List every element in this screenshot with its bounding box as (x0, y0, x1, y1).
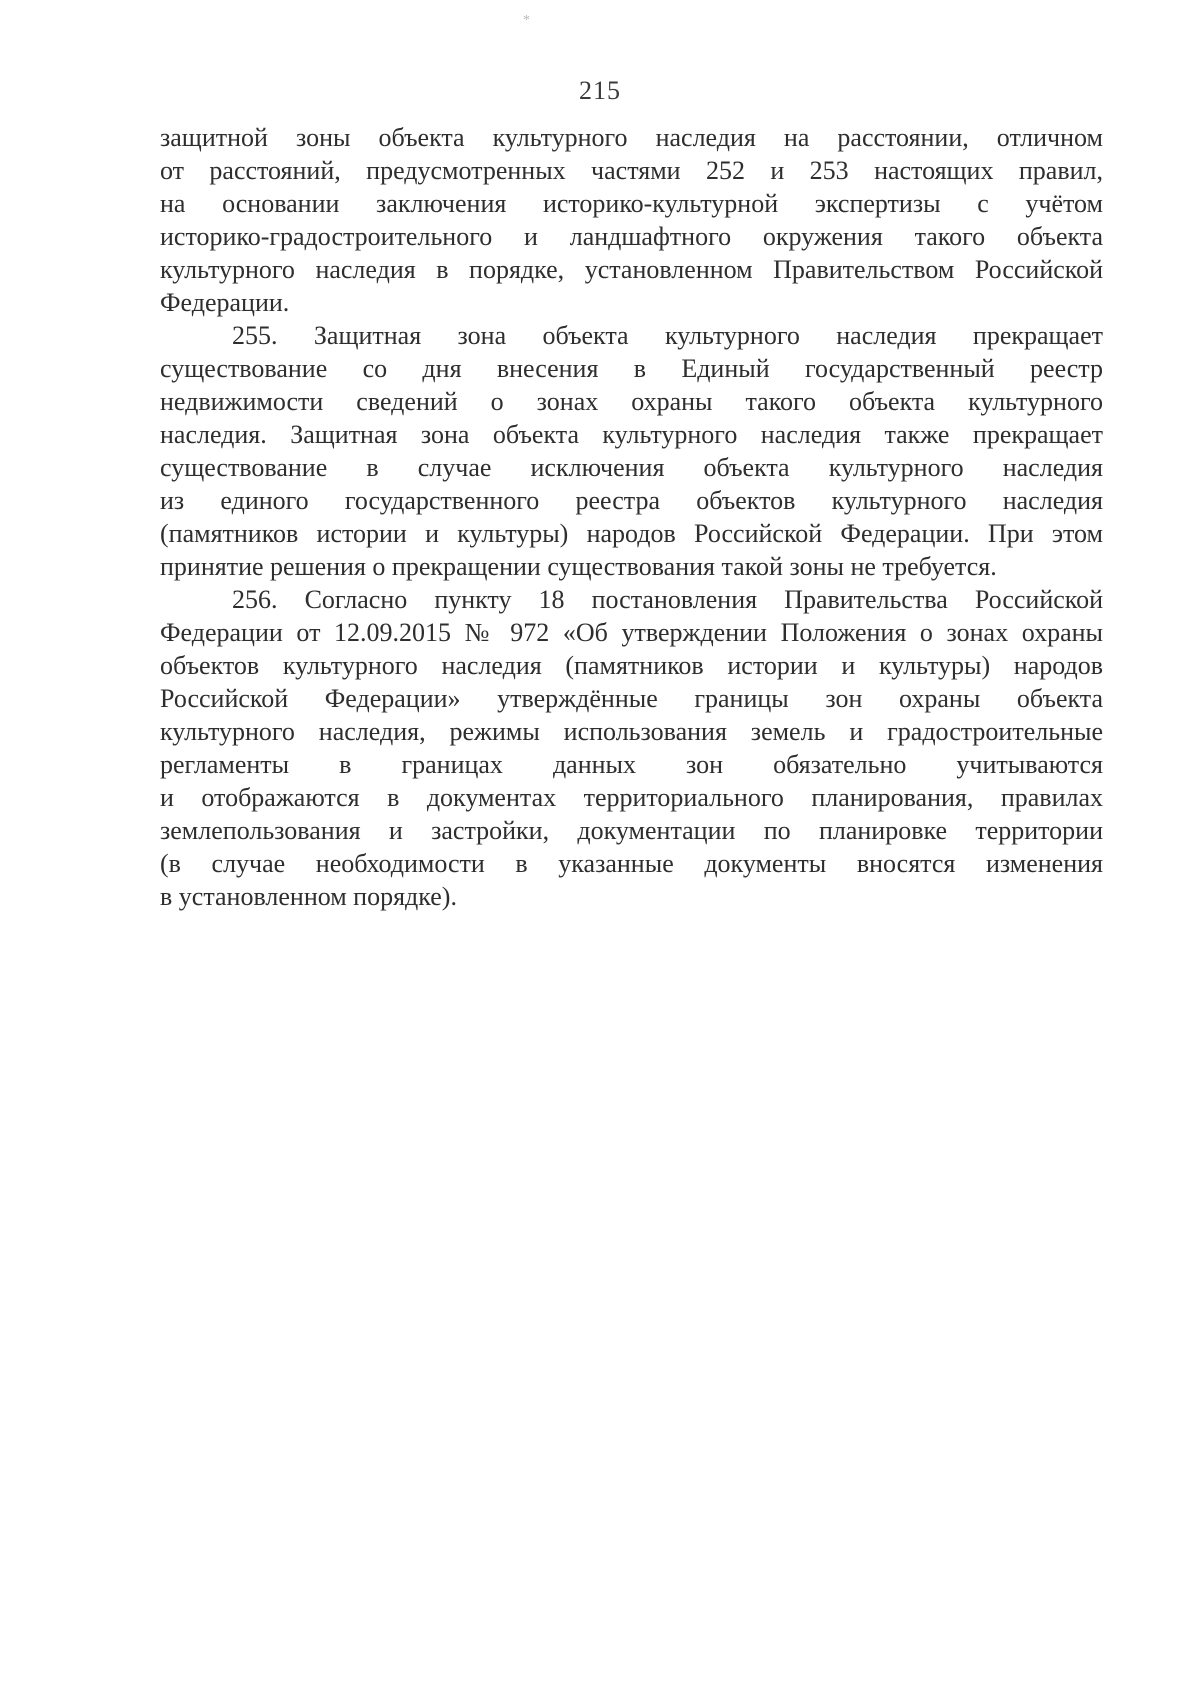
paragraph-255-start: 255. Защитная зона объекта культурного наследия прекращает (232, 321, 1103, 350)
text-line: историко-градостроительного и ландшафтного окружения такого объекта (160, 222, 1103, 251)
text-line: культурного наследия, режимы использования земель и градостроительные (160, 717, 1103, 746)
text-line: Российской Федерации» утверждённые границы зон охраны объекта (160, 684, 1103, 713)
text-line: и отображаются в документах территориального планирования, правилах (160, 783, 1103, 812)
text-line: защитной зоны объекта культурного наследия на расстоянии, отличном (160, 123, 1103, 152)
paragraph-256-start: 256. Согласно пункту 18 постановления Правительства Российской (232, 585, 1103, 614)
text-line: (в случае необходимости в указанные документы вносятся изменения (160, 849, 1103, 878)
text-line: на основании заключения историко-культурной экспертизы с учётом (160, 189, 1103, 218)
text-line: существование со дня внесения в Единый государственный реестр (160, 354, 1103, 383)
text-line: регламенты в границах данных зон обязательно учитываются (160, 750, 1103, 779)
text-line: существование в случае исключения объекта культурного наследия (160, 453, 1103, 482)
text-line: от расстояний, предусмотренных частями 252 и 253 настоящих правил, (160, 156, 1103, 185)
text-line: из единого государственного реестра объектов культурного наследия (160, 486, 1103, 515)
text-line: объектов культурного наследия (памятников истории и культуры) народов (160, 651, 1103, 680)
scan-speck: * (523, 13, 530, 28)
text-line: принятие решения о прекращении существования такой зоны не требуется. (160, 552, 997, 581)
text-line: землепользования и застройки, документации по планировке территории (160, 816, 1103, 845)
text-line: (памятников истории и культуры) народов Российской Федерации. При этом (160, 519, 1103, 548)
text-line: Федерации от 12.09.2015 № 972 «Об утверждении Положения о зонах охраны (160, 618, 1103, 647)
text-line: Федерации. (160, 288, 290, 317)
text-line: недвижимости сведений о зонах охраны такого объекта культурного (160, 387, 1103, 416)
page-number: 215 (579, 76, 621, 105)
text-line: в установленном порядке). (160, 882, 457, 911)
text-line: культурного наследия в порядке, установленном Правительством Российской (160, 255, 1103, 284)
text-line: наследия. Защитная зона объекта культурного наследия также прекращает (160, 420, 1103, 449)
